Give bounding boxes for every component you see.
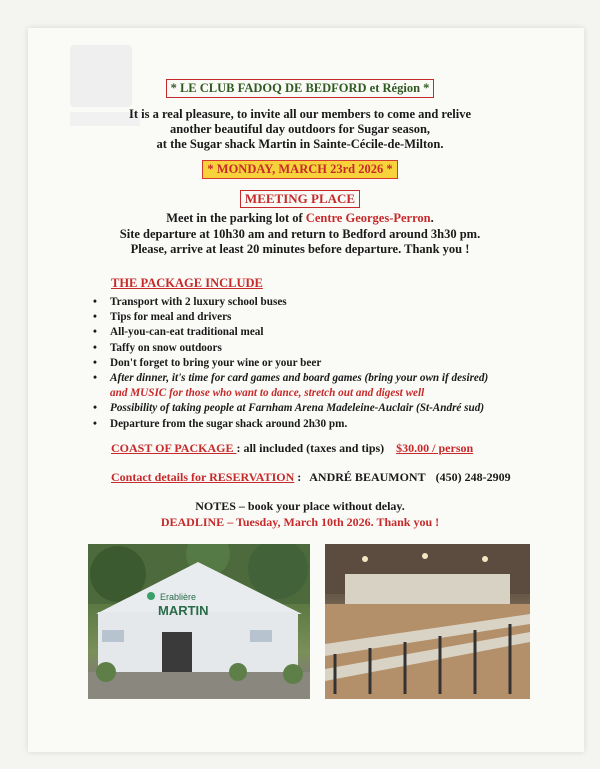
- contact-colon: :: [294, 470, 302, 484]
- list-item-continuation: and MUSIC for those who want to dance, stretch out and digest well: [110, 387, 425, 400]
- sugar-shack-exterior-illustration: [88, 544, 310, 699]
- list-item-text: After dinner, it's time for card games and board games (bring your own if desired): [110, 372, 489, 385]
- dining-hall-illustration: [325, 544, 530, 699]
- invite-line-3: at the Sugar shack Martin in Sainte-Cécile-de-Milton.: [156, 137, 444, 151]
- meeting-prefix: Meet in the parking lot of: [166, 211, 306, 225]
- meeting-title: MEETING PLACE: [240, 190, 360, 208]
- invite-line-1: It is a real pleasure, to invite all our members to come and relive: [128, 107, 472, 121]
- cost-row: [111, 441, 473, 456]
- meeting-details: [0, 211, 600, 258]
- club-title-row: [0, 79, 600, 98]
- sign-big-text: MARTIN: [158, 603, 209, 618]
- list-item: • All-you-can-eat traditional meal: [92, 325, 532, 340]
- sign-small-text: Erablière: [160, 592, 197, 602]
- meeting-line-2: Site departure at 10h30 am and return to Bedford around 3h30 pm.: [119, 226, 481, 241]
- meeting-line-1: [0, 211, 600, 227]
- meeting-place-name: Centre Georges-Perron: [305, 211, 431, 225]
- meeting-title-row: [0, 190, 600, 208]
- contact-label: Contact details for RESERVATION: [111, 470, 295, 484]
- meeting-suffix: .: [430, 211, 434, 225]
- notes-line-1: NOTES – book your place without delay.: [195, 499, 405, 513]
- event-date-row: [0, 160, 600, 179]
- notes-block: [0, 498, 600, 530]
- contact-row: [111, 470, 511, 485]
- cost-label: COAST OF PACKAGE: [111, 441, 237, 455]
- list-item: • Possibility of taking people at Farnham Arena Madeleine-Auclair (St-André sud): [92, 401, 532, 416]
- cost-detail: : all included (taxes and tips): [236, 441, 385, 455]
- list-item: [92, 371, 532, 401]
- club-title: * LE CLUB FADOQ DE BEDFORD et Région *: [166, 79, 435, 98]
- list-item: • Taffy on snow outdoors: [92, 341, 532, 356]
- event-date: * MONDAY, MARCH 23rd 2026 *: [202, 160, 397, 179]
- invitation-text: [0, 107, 600, 152]
- list-item: • Transport with 2 luxury school buses: [92, 295, 532, 310]
- invite-line-2: another beautiful day outdoors for Sugar season,: [169, 122, 431, 136]
- list-item: • Departure from the sugar shack around 2h30 pm.: [92, 417, 532, 432]
- package-title: THE PACKAGE INCLUDE: [111, 276, 263, 290]
- contact-name: ANDRÉ BEAUMONT: [309, 470, 426, 484]
- dining-hall-photo: [325, 544, 530, 699]
- contact-phone: (450) 248-2909: [435, 470, 511, 484]
- sugar-shack-exterior-photo: [88, 544, 310, 699]
- package-list: [92, 295, 532, 432]
- list-item: • Tips for meal and drivers: [92, 310, 532, 325]
- meeting-line-3: Please, arrive at least 20 minutes before departure. Thank you !: [130, 242, 470, 256]
- deadline-line: DEADLINE – Tuesday, March 10th 2026. Thank you !: [160, 515, 440, 529]
- cost-price: $30.00 / person: [396, 441, 474, 455]
- list-item: • Don't forget to bring your wine or your beer: [92, 356, 532, 371]
